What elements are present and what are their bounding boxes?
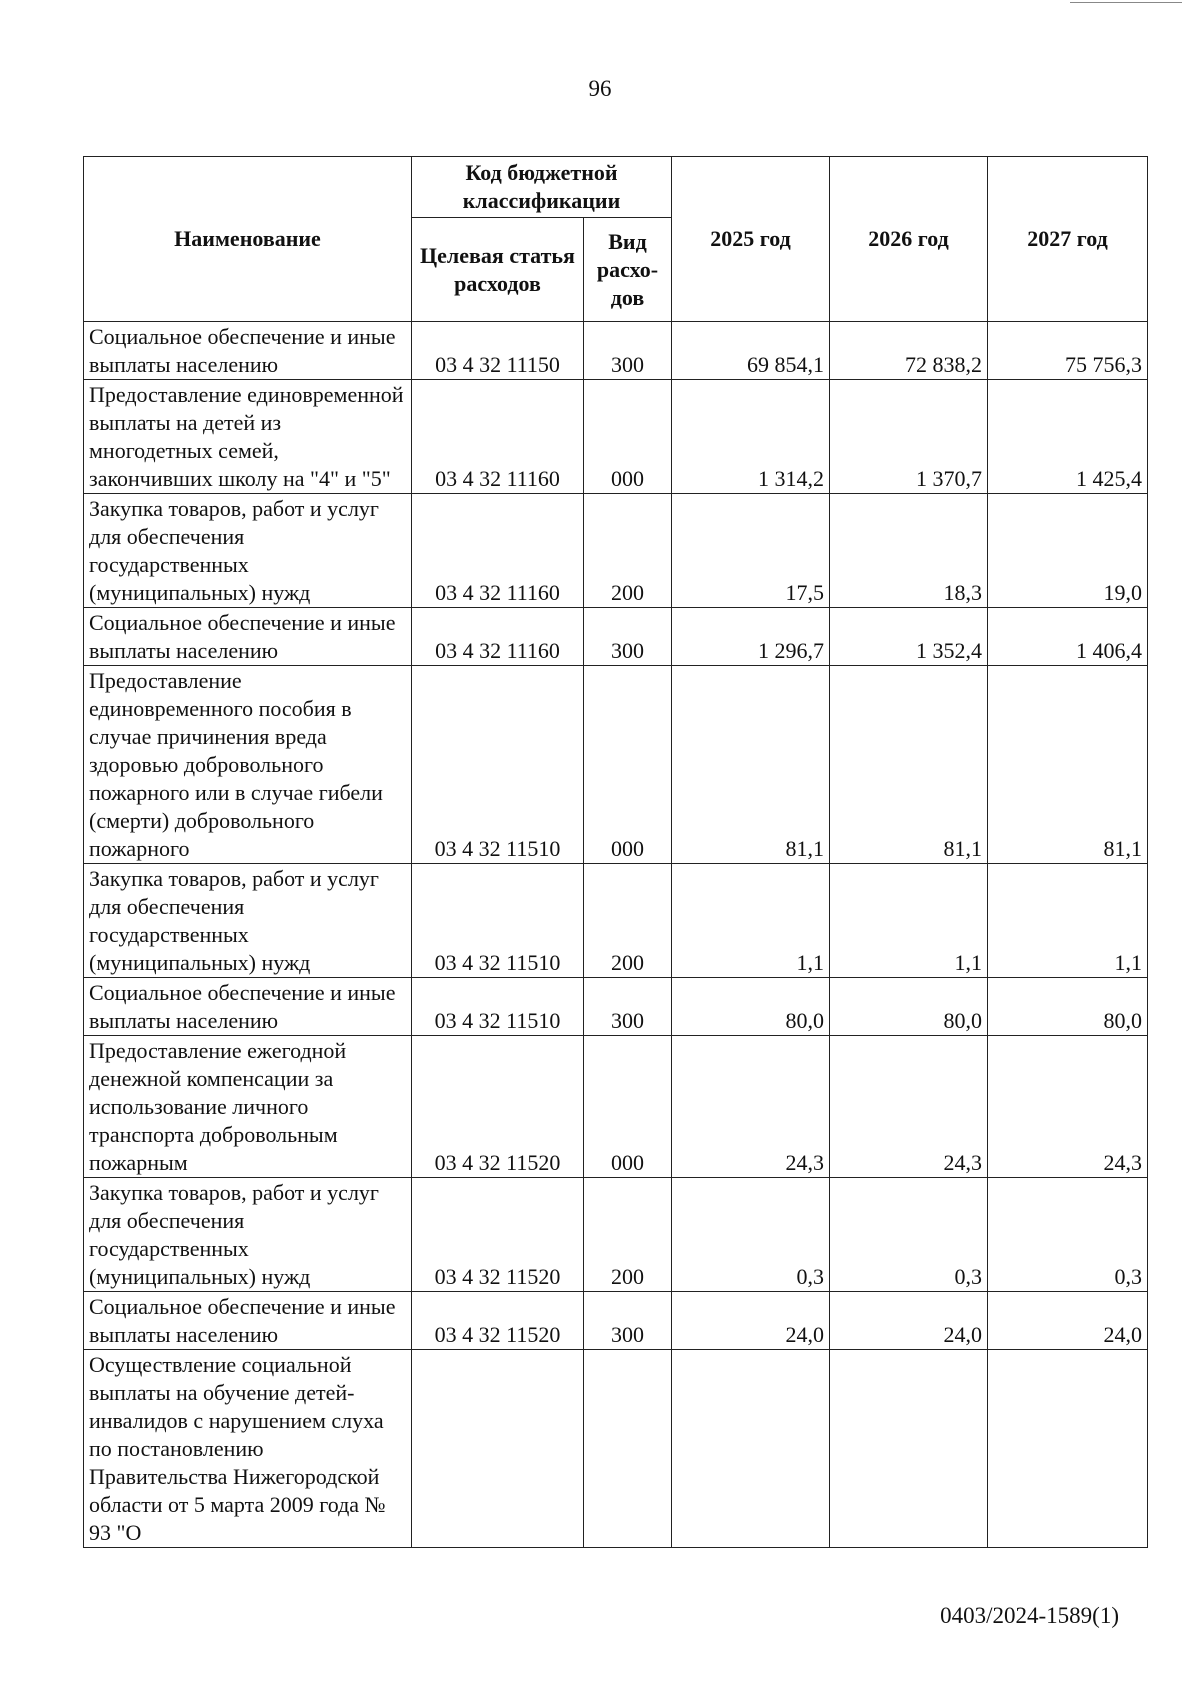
header-2026: 2026 год	[830, 157, 988, 322]
row-expense-kind: 300	[584, 978, 672, 1036]
row-value-2027: 1,1	[988, 864, 1148, 978]
table-body	[84, 322, 1148, 1548]
row-value-2025: 24,0	[672, 1292, 830, 1350]
table-row	[84, 322, 1148, 380]
row-value-2025	[672, 1350, 830, 1548]
table-row	[84, 1350, 1148, 1548]
row-expense-kind: 300	[584, 322, 672, 380]
table-row	[84, 1292, 1148, 1350]
row-expense-kind: 200	[584, 864, 672, 978]
row-value-2025: 24,3	[672, 1036, 830, 1178]
header-expense-kind: Вид расхо-дов	[584, 218, 672, 322]
row-target-code: 03 4 32 11510	[412, 978, 584, 1036]
row-name: Социальное обеспечение и иные выплаты населению	[84, 322, 412, 380]
header-target-article: Целевая статья расходов	[412, 218, 584, 322]
header-name: Наименование	[84, 157, 412, 322]
row-value-2027: 80,0	[988, 978, 1148, 1036]
row-target-code: 03 4 32 11510	[412, 666, 584, 864]
row-target-code	[412, 1350, 584, 1548]
row-value-2027: 1 425,4	[988, 380, 1148, 494]
row-name: Осуществление социальной выплаты на обучение детей-инвалидов с нарушением слуха по постановлению Правительства Нижегородской области от 5 марта 2009 года № 93 "О	[84, 1350, 412, 1548]
row-value-2027: 19,0	[988, 494, 1148, 608]
document-code: 0403/2024-1589(1)	[940, 1603, 1119, 1628]
row-value-2025: 1,1	[672, 864, 830, 978]
row-name: Социальное обеспечение и иные выплаты населению	[84, 978, 412, 1036]
row-name: Предоставление единовременной выплаты на детей из многодетных семей, закончивших школу на "4" и "5"	[84, 380, 412, 494]
row-value-2026	[830, 1350, 988, 1548]
row-value-2026: 1 352,4	[830, 608, 988, 666]
row-name: Закупка товаров, работ и услуг для обеспечения государственных (муниципальных) нужд	[84, 494, 412, 608]
table-row	[84, 1036, 1148, 1178]
row-name: Закупка товаров, работ и услуг для обеспечения государственных (муниципальных) нужд	[84, 864, 412, 978]
row-value-2027: 1 406,4	[988, 608, 1148, 666]
row-target-code: 03 4 32 11160	[412, 380, 584, 494]
row-expense-kind: 200	[584, 494, 672, 608]
row-value-2027: 24,3	[988, 1036, 1148, 1178]
page-number: 96	[588, 76, 612, 101]
row-value-2027: 24,0	[988, 1292, 1148, 1350]
header-2025: 2025 год	[672, 157, 830, 322]
row-value-2025: 17,5	[672, 494, 830, 608]
row-value-2027: 0,3	[988, 1178, 1148, 1292]
row-value-2027: 75 756,3	[988, 322, 1148, 380]
row-target-code: 03 4 32 11160	[412, 608, 584, 666]
row-value-2026: 81,1	[830, 666, 988, 864]
top-edge-rule	[1070, 2, 1182, 3]
row-name: Предоставление единовременного пособия в случае причинения вреда здоровью добровольного пожарного или в случае гибели (смерти) добровольного пожарного	[84, 666, 412, 864]
row-target-code: 03 4 32 11510	[412, 864, 584, 978]
row-value-2027: 81,1	[988, 666, 1148, 864]
row-value-2026: 18,3	[830, 494, 988, 608]
row-value-2026: 24,3	[830, 1036, 988, 1178]
header-code-group: Код бюджетной классификации	[412, 157, 672, 218]
table-row	[84, 978, 1148, 1036]
table-row	[84, 1178, 1148, 1292]
row-expense-kind: 200	[584, 1178, 672, 1292]
row-value-2025: 69 854,1	[672, 322, 830, 380]
budget-table	[83, 156, 1148, 1548]
row-target-code: 03 4 32 11150	[412, 322, 584, 380]
row-name: Социальное обеспечение и иные выплаты населению	[84, 608, 412, 666]
row-name: Закупка товаров, работ и услуг для обеспечения государственных (муниципальных) нужд	[84, 1178, 412, 1292]
row-target-code: 03 4 32 11520	[412, 1036, 584, 1178]
row-expense-kind: 000	[584, 1036, 672, 1178]
table-row	[84, 608, 1148, 666]
row-value-2026: 1 370,7	[830, 380, 988, 494]
row-expense-kind: 300	[584, 1292, 672, 1350]
row-value-2025: 0,3	[672, 1178, 830, 1292]
header-2027: 2027 год	[988, 157, 1148, 322]
row-expense-kind: 000	[584, 380, 672, 494]
row-value-2026: 1,1	[830, 864, 988, 978]
table-row	[84, 666, 1148, 864]
row-value-2027	[988, 1350, 1148, 1548]
row-target-code: 03 4 32 11520	[412, 1292, 584, 1350]
row-value-2026: 0,3	[830, 1178, 988, 1292]
row-target-code: 03 4 32 11520	[412, 1178, 584, 1292]
row-expense-kind: 000	[584, 666, 672, 864]
row-name: Предоставление ежегодной денежной компенсации за использование личного транспорта добровольным пожарным	[84, 1036, 412, 1178]
row-target-code: 03 4 32 11160	[412, 494, 584, 608]
row-value-2025: 81,1	[672, 666, 830, 864]
table-header	[84, 157, 1148, 322]
row-value-2026: 72 838,2	[830, 322, 988, 380]
table-row	[84, 494, 1148, 608]
row-name: Социальное обеспечение и иные выплаты населению	[84, 1292, 412, 1350]
table-row	[84, 864, 1148, 978]
row-expense-kind: 300	[584, 608, 672, 666]
row-value-2025: 1 314,2	[672, 380, 830, 494]
table-row	[84, 380, 1148, 494]
row-value-2025: 80,0	[672, 978, 830, 1036]
row-expense-kind	[584, 1350, 672, 1548]
row-value-2026: 24,0	[830, 1292, 988, 1350]
row-value-2025: 1 296,7	[672, 608, 830, 666]
row-value-2026: 80,0	[830, 978, 988, 1036]
